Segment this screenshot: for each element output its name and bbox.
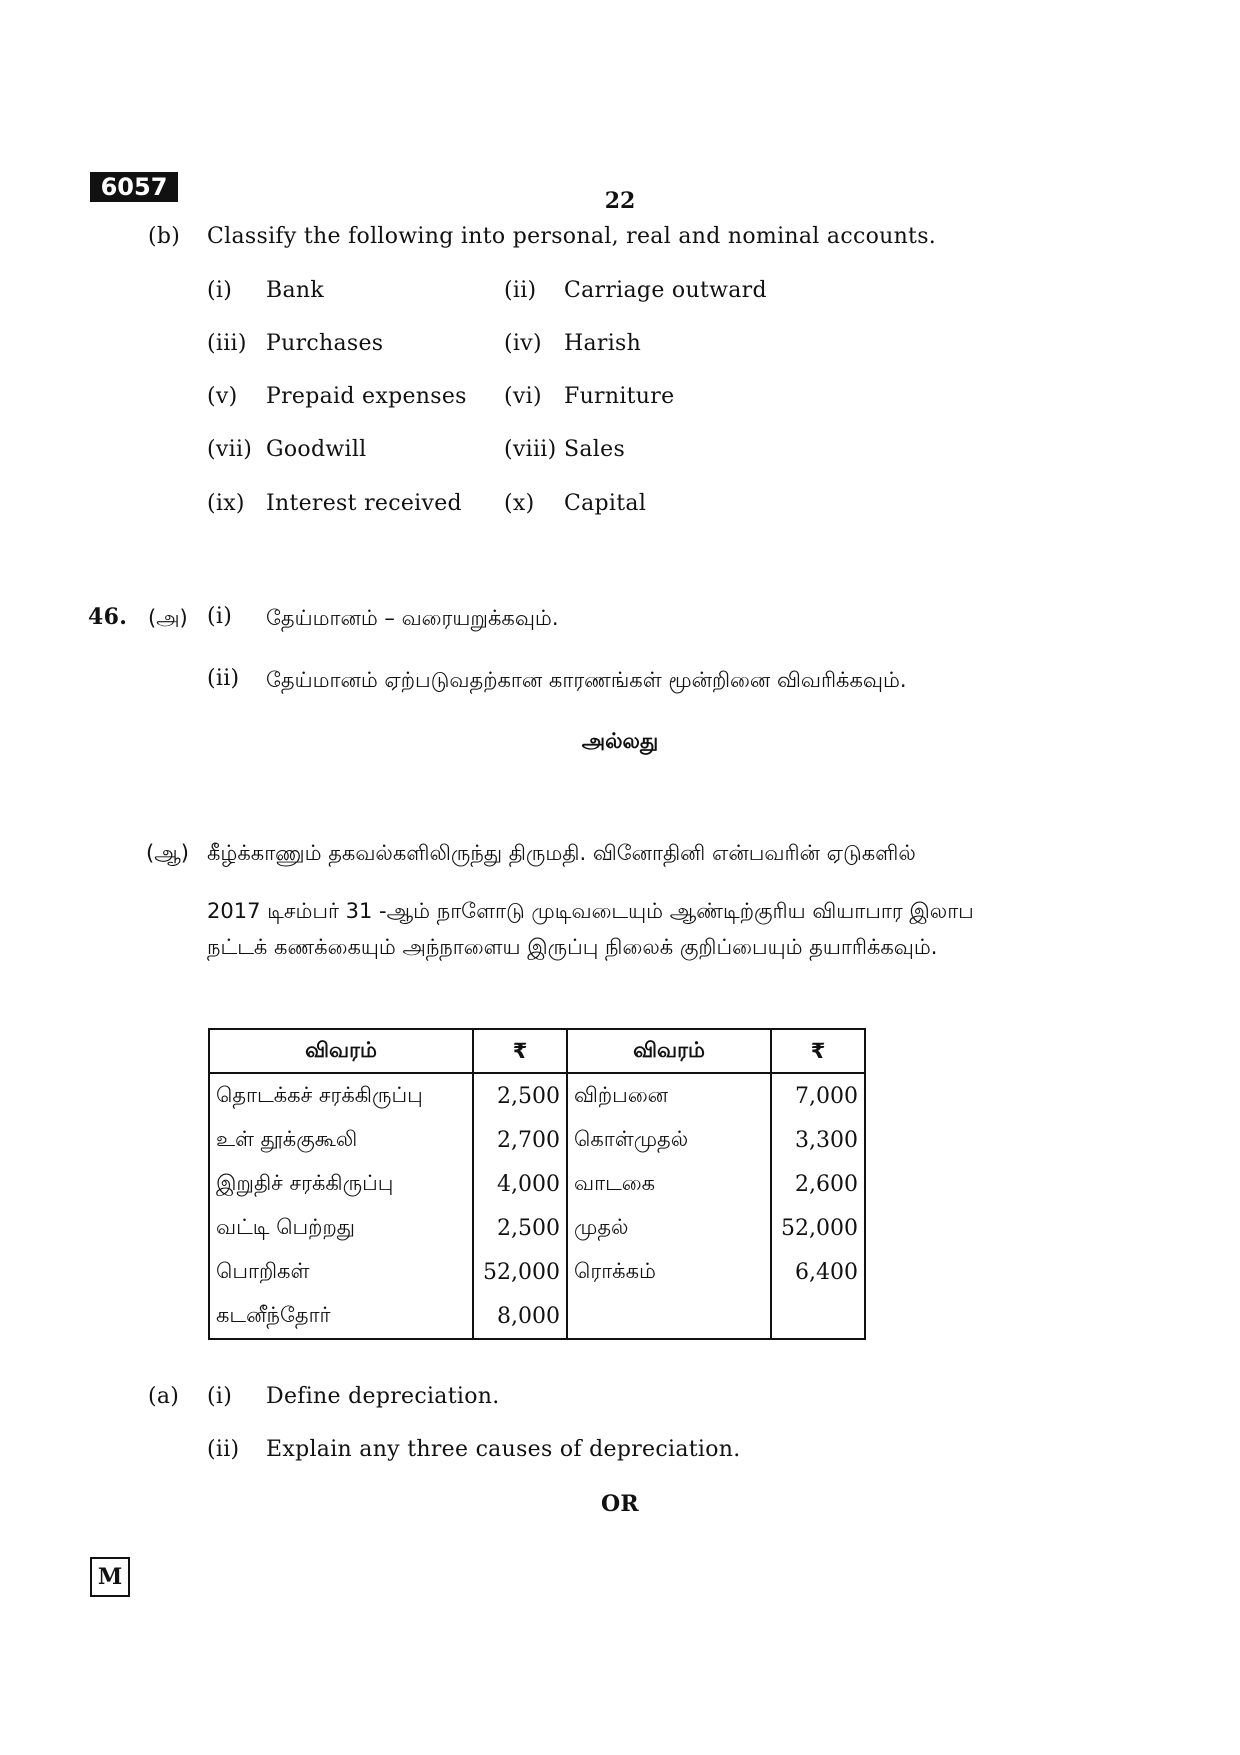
sub-question-number: (i) [207, 604, 233, 629]
table-cell: 2,500 [473, 1073, 567, 1118]
table-cell: கொள்முதல் [567, 1118, 771, 1162]
table-cell: தொடக்கச் சரக்கிருப்பு [209, 1073, 473, 1118]
medium-mark-badge: M [90, 1557, 130, 1597]
question-number: 46. [88, 604, 128, 630]
define-depreciation: Define depreciation. [266, 1384, 500, 1409]
tamil-instruction-line-2: 2017 டிசம்பர் 31 -ஆம் நாளோடு முடிவடையும் ஆண்டிற்குரிய வியாபார இலாப [207, 899, 974, 923]
table-row [209, 1250, 865, 1294]
tamil-define-depreciation: தேய்மானம் – வரையறுக்கவும். [266, 606, 559, 630]
table-row [209, 1073, 865, 1118]
tamil-instruction-line-3: நட்டக் கணக்கையும் அந்நாளைய இருப்பு நிலைக் குறிப்பையும் தயாரிக்கவும். [207, 935, 938, 959]
item-number: (ii) [504, 278, 537, 303]
explain-causes-of-depreciation: Explain any three causes of depreciation. [266, 1437, 741, 1462]
item-text: Purchases [266, 331, 384, 356]
table-cell: உள் தூக்குகூலி [209, 1118, 473, 1162]
table-row [209, 1206, 865, 1250]
table-cell: ரொக்கம் [567, 1250, 771, 1294]
item-number: (v) [207, 384, 238, 409]
sub-question-number: (i) [207, 1384, 233, 1409]
table-row [209, 1118, 865, 1162]
table-cell: பொறிகள் [209, 1250, 473, 1294]
table-cell: விற்பனை [567, 1073, 771, 1118]
item-number: (iii) [207, 331, 247, 356]
tamil-or-separator: அல்லது [581, 729, 659, 753]
table-cell: 3,300 [771, 1118, 865, 1162]
table-cell: 6,400 [771, 1250, 865, 1294]
column-header-particulars: விவரம் [567, 1029, 771, 1073]
item-number: (ix) [207, 491, 245, 516]
table-cell: 52,000 [473, 1250, 567, 1294]
item-number: (iv) [504, 331, 542, 356]
table-cell: முதல் [567, 1206, 771, 1250]
item-number: (vii) [207, 437, 253, 462]
sub-question-number: (ii) [207, 1437, 240, 1462]
column-header-amount: ₹ [771, 1029, 865, 1073]
item-text: Harish [564, 331, 642, 356]
table-cell: 7,000 [771, 1073, 865, 1118]
item-text: Goodwill [266, 437, 367, 462]
item-text: Furniture [564, 384, 675, 409]
table-cell: 4,000 [473, 1162, 567, 1206]
table-cell: கடனீந்தோர் [209, 1294, 473, 1339]
item-text: Prepaid expenses [266, 384, 467, 409]
tamil-explain-causes: தேய்மானம் ஏற்படுவதற்கான காரணங்கள் மூன்றினை விவரிக்கவும். [266, 668, 907, 692]
item-text: Carriage outward [564, 278, 767, 303]
item-number: (viii) [504, 437, 557, 462]
tamil-instruction-line-1: கீழ்க்காணும் தகவல்களிலிருந்து திருமதி. வினோதினி என்பவரின் ஏடுகளில் [207, 841, 916, 865]
paper-code-badge: 6057 [90, 172, 178, 202]
item-text: Interest received [266, 491, 462, 516]
classify-prompt: Classify the following into personal, real and nominal accounts. [207, 224, 937, 249]
table-cell: 2,500 [473, 1206, 567, 1250]
item-number: (x) [504, 491, 535, 516]
table-cell: இறுதிச் சரக்கிருப்பு [209, 1162, 473, 1206]
ledger-balances-table [208, 1028, 866, 1340]
item-text: Sales [564, 437, 626, 462]
table-cell [771, 1294, 865, 1339]
table-cell [567, 1294, 771, 1339]
table-header-row [209, 1029, 865, 1073]
table-cell: 8,000 [473, 1294, 567, 1339]
item-text: Bank [266, 278, 324, 303]
english-part-label-a: (a) [148, 1384, 180, 1409]
item-text: Capital [564, 491, 647, 516]
table-cell: 2,700 [473, 1118, 567, 1162]
table-cell: வட்டி பெற்றது [209, 1206, 473, 1250]
item-number: (i) [207, 278, 233, 303]
or-separator: OR [600, 1491, 640, 1517]
tamil-part-label-a: (அ) [148, 606, 188, 630]
table-row [209, 1162, 865, 1206]
column-header-amount: ₹ [473, 1029, 567, 1073]
item-number: (vi) [504, 384, 542, 409]
column-header-particulars: விவரம் [209, 1029, 473, 1073]
table-cell: 52,000 [771, 1206, 865, 1250]
table-row [209, 1294, 865, 1339]
page-number: 22 [604, 188, 636, 214]
tamil-part-label-b: (ஆ) [146, 841, 189, 865]
sub-question-number: (ii) [207, 666, 240, 691]
table-cell: 2,600 [771, 1162, 865, 1206]
question-label-b: (b) [148, 224, 181, 249]
table-cell: வாடகை [567, 1162, 771, 1206]
